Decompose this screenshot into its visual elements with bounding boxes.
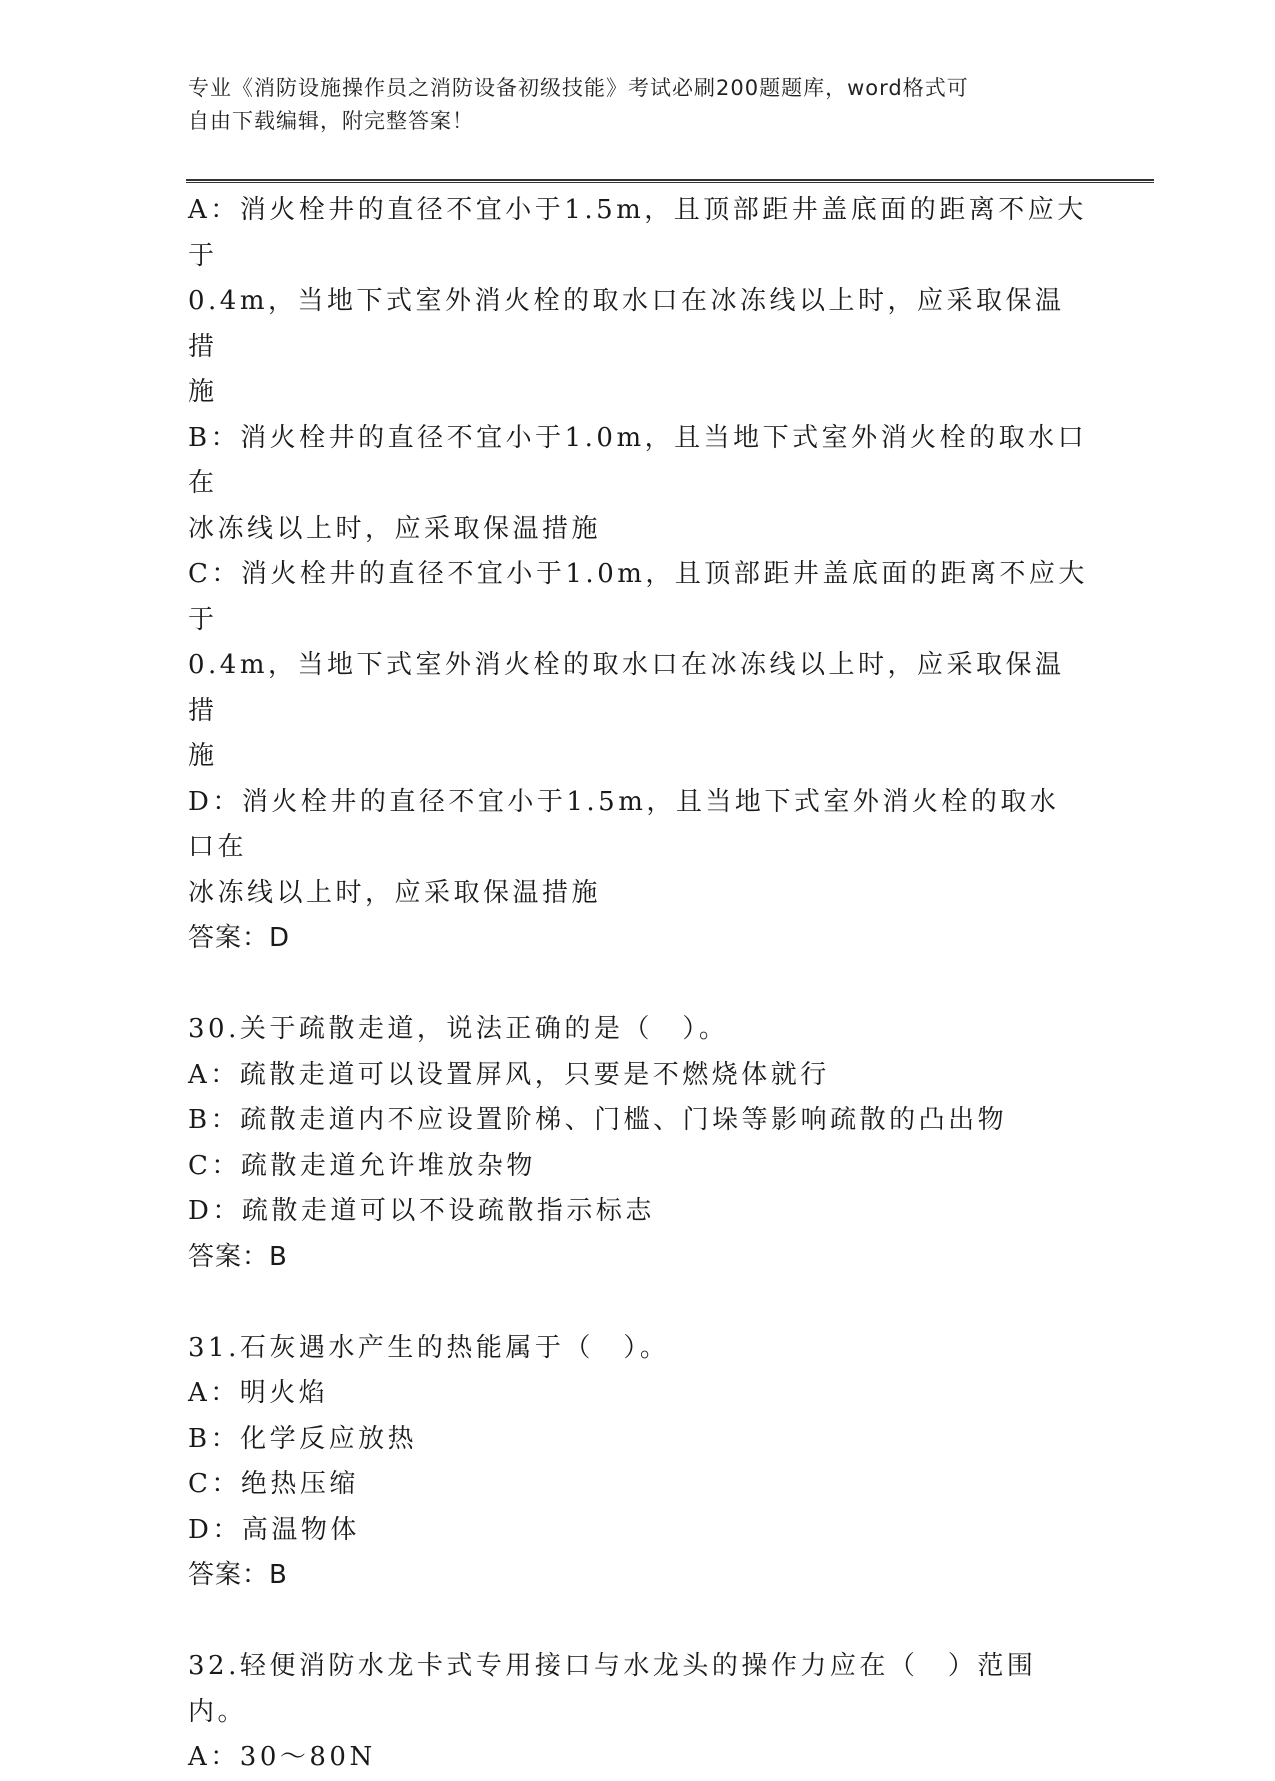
q31-answer: 答案：B (188, 1560, 288, 1590)
q30-option-d: D：疏散走道可以不设疏散指示标志 (188, 1196, 655, 1226)
q31-option-b: B：化学反应放热 (188, 1423, 418, 1454)
q31-option-a: A：明火焰 (188, 1378, 329, 1408)
question-list (188, 188, 1088, 1781)
spacer (188, 1280, 1088, 1326)
q29-answer: 答案：D (188, 923, 291, 953)
header-divider (186, 179, 1154, 183)
question-30 (188, 1007, 1088, 1280)
document-header (188, 72, 1088, 138)
q31-option-d: D：高温物体 (188, 1514, 360, 1545)
q32-option-a: A：30～80N (188, 1742, 376, 1772)
q29-option-a-line-2: 0.4m，当地下式室外消火栓的取水口在冰冻线以上时，应采取保温措 (188, 286, 1065, 362)
q30-option-c: C：疏散走道允许堆放杂物 (188, 1150, 536, 1181)
q29-option-b-line-1: B：消火栓井的直径不宜小于1.0m，且当地下式室外消火栓的取水口在 (188, 422, 1088, 498)
q29-option-a-line-3: 施 (188, 377, 218, 407)
header-line-2: 自由下载编辑，附完整答案！ (188, 109, 474, 133)
q29-option-d-line-1: D：消火栓井的直径不宜小于1.5m，且当地下式室外消火栓的取水口在 (188, 786, 1060, 862)
question-32 (188, 1644, 1088, 1781)
q32-stem: 32.轻便消防水龙卡式专用接口与水龙头的操作力应在（ ）范围内。 (188, 1651, 1037, 1727)
q30-option-a: A：疏散走道可以设置屏风，只要是不燃烧体就行 (188, 1059, 830, 1090)
header-line-1: 专业《消防设施操作员之消防设备初级技能》考试必刷200题题库，word格式可 (188, 76, 969, 100)
q30-answer: 答案：B (188, 1241, 288, 1272)
q29-option-a-line-1: A：消火栓井的直径不宜小于1.5m，且顶部距井盖底面的距离不应大于 (188, 195, 1087, 271)
q29-option-c-line-3: 施 (188, 741, 218, 771)
question-29 (188, 188, 1088, 962)
q31-stem: 31.石灰遇水产生的热能属于（ ）。 (188, 1332, 670, 1363)
q30-stem: 30.关于疏散走道，说法正确的是（ ）。 (188, 1014, 729, 1044)
q29-option-c-line-2: 0.4m，当地下式室外消火栓的取水口在冰冻线以上时，应采取保温措 (188, 650, 1065, 726)
spacer (188, 1599, 1088, 1645)
question-31 (188, 1326, 1088, 1599)
q31-option-c: C：绝热压缩 (188, 1469, 359, 1499)
q29-option-b-line-2: 冰冻线以上时，应采取保温措施 (188, 513, 602, 544)
q30-option-b: B：疏散走道内不应设置阶梯、门槛、门垛等影响疏散的凸出物 (188, 1105, 1008, 1135)
q29-option-d-line-2: 冰冻线以上时，应采取保温措施 (188, 877, 602, 908)
spacer (188, 962, 1088, 1008)
q29-option-c-line-1: C：消火栓井的直径不宜小于1.0m，且顶部距井盖底面的距离不应大于 (188, 559, 1088, 635)
